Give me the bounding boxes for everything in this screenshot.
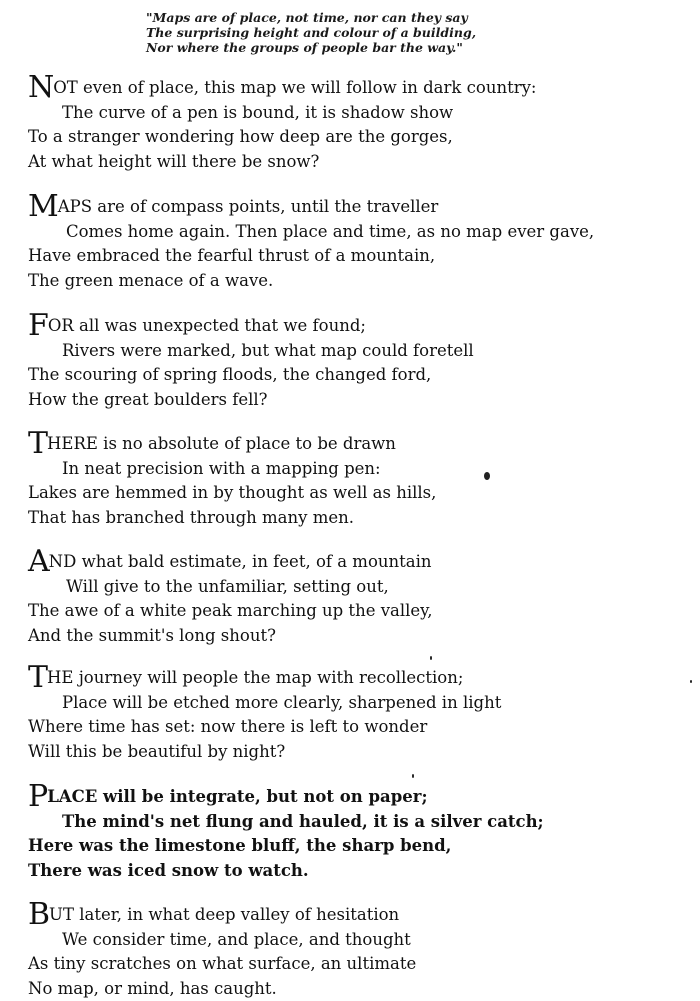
verse-line: Lakes are hemmed in by thought as well as hills,	[28, 481, 693, 506]
stanza-first-line	[28, 432, 693, 457]
verse-line: As tiny scratches on what surface, an ultimate	[28, 952, 693, 977]
epigraph-line: Nor where the groups of people bar the way."	[146, 40, 606, 55]
verse-line: The mind's net flung and hauled, it is a silver catch;	[28, 810, 693, 835]
epigraph-line: "Maps are of place, not time, nor can they say	[146, 10, 606, 25]
verse-line: That has branched through many men.	[28, 506, 693, 531]
verse-line: To a stranger wondering how deep are the gorges,	[28, 125, 693, 150]
first-line-text: APS are of compass points, until the traveller	[58, 197, 439, 216]
ink-speck	[484, 472, 490, 480]
verse-line: The curve of a pen is bound, it is shadow show	[28, 101, 693, 126]
verse-line: At what height will there be snow?	[28, 150, 693, 175]
verse-line: Have embraced the fearful thrust of a mountain,	[28, 244, 693, 269]
first-line-text: OR all was unexpected that we found;	[48, 316, 366, 335]
verse-line: The scouring of spring floods, the changed ford,	[28, 363, 693, 388]
drop-cap: F	[28, 308, 48, 343]
verse-line: There was iced snow to watch.	[28, 859, 693, 884]
stanza-4	[28, 432, 693, 530]
stanza-2	[28, 195, 693, 293]
first-line-text: HE journey will people the map with recollection;	[47, 668, 463, 687]
drop-cap: B	[28, 897, 49, 932]
stanza-7	[28, 785, 693, 883]
verse-line: Here was the limestone bluff, the sharp bend,	[28, 834, 693, 859]
drop-cap: P	[28, 779, 47, 814]
first-line-text: LACE will be integrate, but not on paper;	[47, 787, 427, 806]
stanza-3	[28, 314, 693, 412]
verse-line: No map, or mind, has caught.	[28, 977, 693, 1001]
first-line-text: UT later, in what deep valley of hesitation	[49, 905, 399, 924]
verse-line: And the summit's long shout?	[28, 624, 693, 649]
verse-line: The awe of a white peak marching up the valley,	[28, 599, 693, 624]
stanza-5	[28, 550, 693, 648]
drop-cap: A	[28, 544, 49, 579]
ink-speck	[412, 774, 414, 778]
verse-line: Rivers were marked, but what map could foretell	[28, 339, 693, 364]
drop-cap: M	[28, 189, 58, 224]
epigraph	[146, 10, 606, 55]
stanza-first-line	[28, 314, 693, 339]
first-line-text: ND what bald estimate, in feet, of a mountain	[49, 552, 432, 571]
epigraph-line: The surprising height and colour of a building,	[146, 25, 606, 40]
verse-line: Comes home again. Then place and time, as no map ever gave,	[28, 220, 693, 245]
verse-line: Place will be etched more clearly, sharpened in light	[28, 691, 693, 716]
verse-line: Will give to the unfamiliar, setting out,	[28, 575, 693, 600]
stanza-1	[28, 76, 693, 174]
verse-line: Will this be beautiful by night?	[28, 740, 693, 765]
drop-cap: N	[28, 70, 53, 105]
stanza-6	[28, 666, 693, 764]
stanza-first-line	[28, 903, 693, 928]
verse-line: The green menace of a wave.	[28, 269, 693, 294]
verse-line: In neat precision with a mapping pen:	[28, 457, 693, 482]
verse-line: Where time has set: now there is left to wonder	[28, 715, 693, 740]
ink-speck	[690, 680, 692, 683]
ink-speck	[430, 656, 432, 660]
first-line-text: OT even of place, this map we will follow in dark country:	[53, 78, 536, 97]
stanza-first-line	[28, 785, 693, 810]
verse-line: How the great boulders fell?	[28, 388, 693, 413]
first-line-text: HERE is no absolute of place to be drawn	[47, 434, 396, 453]
drop-cap: T	[28, 660, 47, 695]
stanza-first-line	[28, 666, 693, 691]
stanza-8	[28, 903, 693, 1001]
stanza-first-line	[28, 195, 693, 220]
drop-cap: T	[28, 426, 47, 461]
stanza-first-line	[28, 550, 693, 575]
stanza-first-line	[28, 76, 693, 101]
verse-line: We consider time, and place, and thought	[28, 928, 693, 953]
